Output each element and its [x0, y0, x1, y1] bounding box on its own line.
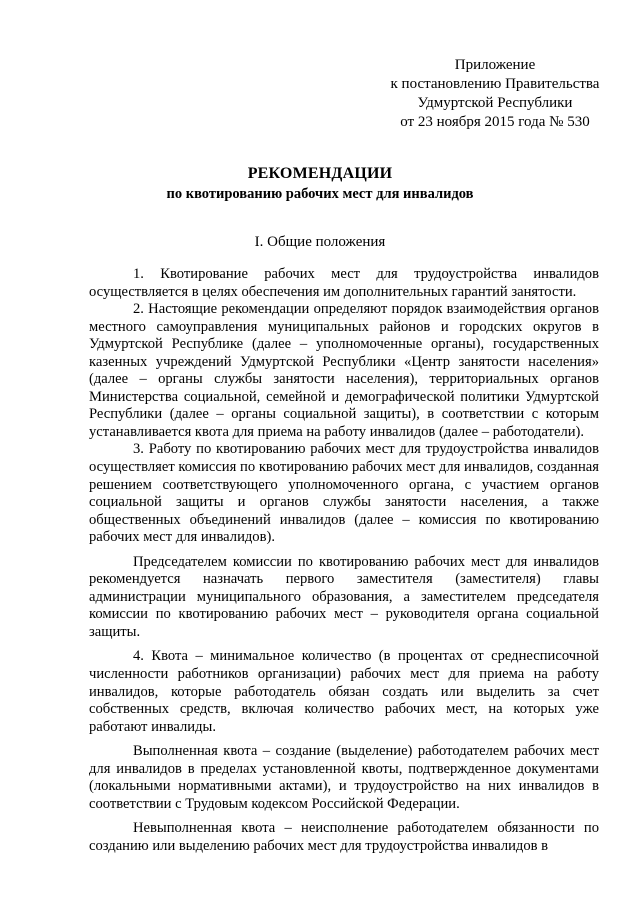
annex-line-1: Приложение: [454, 57, 536, 73]
paragraph-1: 1. Квотирование рабочих мест для трудоустройства инвалидов осуществляется в целях обеспечения им дополнительных гарантий занятости.: [89, 266, 599, 300]
document-subtitle: по квотированию рабочих мест для инвалидов: [166, 186, 474, 202]
paragraph-2: 2. Настоящие рекомендации определяют порядок взаимодействия органов местного самоуправления муниципальных районов и городских округов в Удмуртской Республике (далее – уполномоченные органы), государственных казенных учреждений Удмуртской Республики «Центр занятости населения» (далее – органы службы занятости населения), территориальных органов Министерства социальной, семейной и демографической политики Удмуртской Республики (далее – органы социальной защиты), в соответствии с которым устанавливается квота для приема на работу инвалидов (далее – работодатели).: [89, 301, 599, 440]
annex-line-2: к постановлению Правительства: [390, 76, 600, 92]
paragraph-7: Невыполненная квота – неисполнение работодателем обязанности по созданию или выделению рабочих мест для трудоустройства инвалидов в: [89, 820, 599, 854]
section-heading: I. Общие положения: [254, 234, 386, 250]
document-title: РЕКОМЕНДАЦИИ: [247, 165, 393, 182]
annex-block: [380, 56, 610, 132]
paragraph-4: Председателем комиссии по квотированию рабочих мест для инвалидов рекомендуется назначать первого заместителя (заместителя) главы администрации муниципального образования, а заместителем председателя комиссии по квотированию рабочих мест – руководителя органа социальной защиты.: [89, 553, 599, 640]
paragraph-6: Выполненная квота – создание (выделение) работодателем рабочих мест для инвалидов в пределах установленной квоты, подтвержденное документами (локальными нормативными актами), и трудоустройство на них инвалидов в соответствии с Трудовым кодексом Российской Федерации.: [89, 743, 599, 812]
body-text: [89, 266, 599, 856]
annex-line-3: Удмуртской Республики: [417, 95, 573, 111]
paragraph-3: 3. Работу по квотированию рабочих мест для трудоустройства инвалидов осуществляет комиссия по квотированию рабочих мест для инвалидов, созданная решением соответствующего уполномоченного органа, с участием органов социальной защиты и органов службы занятости населения, а также общественных объединений инвалидов (далее – комиссия по квотированию рабочих мест для инвалидов).: [89, 441, 599, 546]
paragraph-5: 4. Квота – минимальное количество (в процентах от среднесписочной численности работников организации) рабочих мест для приема на работу инвалидов, которые работодатель обязан создать или выделить за счет собственных средств, включая количество рабочих мест, на которых уже работают инвалиды.: [89, 648, 599, 735]
annex-line-4: от 23 ноября 2015 года № 530: [400, 114, 590, 130]
